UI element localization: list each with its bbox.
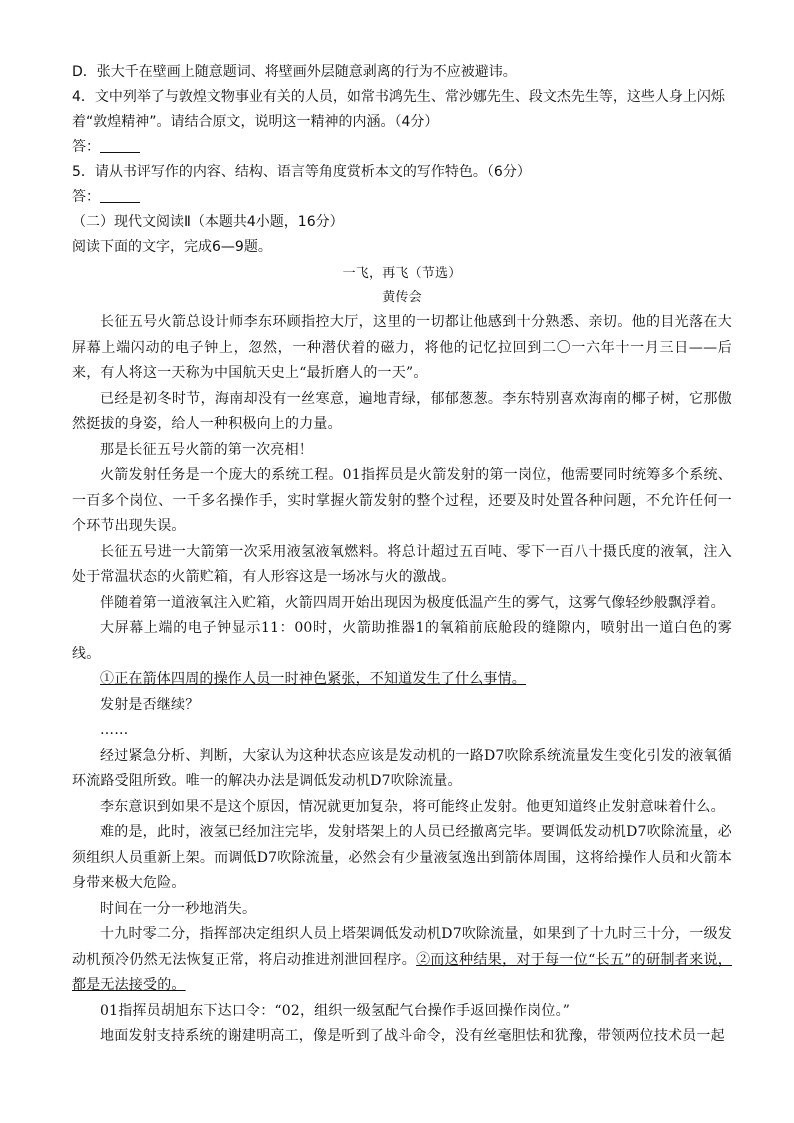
- answer-line-4: [72, 135, 732, 160]
- article-paragraph: 大屏幕上端的电子钟显示11：00时，火箭助推器1的氧箱前底舱段的缝隙内，喷射出一道白色的雾线。: [72, 620, 732, 662]
- section-instruction: 阅读下面的文字，完成6—9题。: [72, 239, 272, 255]
- article-paragraph: 伴随着第一道液氧注入贮箱，火箭四周开始出现因为极度低温产生的雾气，这雾气像轻纱般飘浮着。: [100, 594, 725, 611]
- answer-blank[interactable]: [100, 138, 140, 153]
- article-title: 一飞，再飞（节选）: [342, 266, 462, 281]
- answer-label: 答：: [72, 189, 100, 205]
- article-paragraph: 发射是否继续？: [100, 696, 200, 713]
- article-paragraph: 长征五号进一大箭第一次采用液氢液氧燃料。将总计超过五百吨、零下一百八十摄氏度的液氧，注入处于常温状态的火箭贮箱，有人形容这是一场冰与火的激战。: [72, 543, 732, 585]
- article-paragraph: 经过紧急分析、判断，大家认为这种状态应该是发动机的一路D7吹除系统流量发生变化引发的液氧循环流路受阻所致。唯一的解决办法是调低发动机D7吹除流量。: [72, 747, 732, 789]
- article-paragraph: 火箭发射任务是一个庞大的系统工程。01指挥员是火箭发射的第一岗位，他需要同时统筹多个系统、一百多个岗位、一千多名操作手，实时掌握火箭发射的整个过程，还要及时处置各种问题，不允许任何一个环节出现失误。: [72, 467, 732, 534]
- article-paragraph: 那是长征五号火箭的第一次亮相！: [100, 441, 313, 458]
- article-paragraph: 时间在一分一秒地消失。: [100, 900, 257, 917]
- answer-line-5: [72, 185, 732, 210]
- question-4-line-1: 4．文中列举了与敦煌文物事业有关的人员，如常书鸿先生、常沙娜先生、段文杰先生等，这些人身上闪烁: [72, 89, 725, 105]
- section-heading: （二）现代文阅读Ⅱ（本题共4小题，16分）: [72, 214, 344, 230]
- answer-blank[interactable]: [100, 188, 140, 203]
- answer-label: 答：: [72, 139, 100, 155]
- article-paragraph: 长征五号火箭总设计师李东环顾指控大厅，这里的一切都让他感到十分熟悉、亲切。他的目光落在大屏幕上端闪动的电子钟上，忽然，一种潜伏着的磁力，将他的记忆拉回到二〇一六年十一月三日——后来，有人将这一天称为中国航天史上“最折磨人的一天”。: [72, 314, 732, 381]
- article-author: 黄传会: [382, 290, 422, 305]
- question-4-line-2: 着“敦煌精神”。请结合原文，说明这一精神的内涵。（4分）: [72, 114, 439, 130]
- article-paragraph: 01指挥员胡旭东下达口令：“02，组织一级氢配气台操作手返回操作岗位。”: [100, 1002, 571, 1019]
- underlined-sentence-1: ①正在箭体四周的操作人员一时神色紧张，不知道发生了什么事情。: [100, 671, 526, 687]
- article: [72, 262, 732, 1050]
- question-5: 5．请从书评写作的内容、结构、语言等角度赏析本文的写作特色。（6分）: [72, 164, 531, 180]
- article-paragraph: 地面发射支持系统的谢建明高工，像是听到了战斗命令，没有丝毫胆怯和犹豫，带领两位技术员一起: [100, 1028, 725, 1044]
- paragraph-text: 十九时零二分，指挥部决定组织人员上塔架调低发动机D7吹除流量，如果到了十九时三十分，一级发动机预冷仍然无法恢复正常，将启动推进剂泄回程序。: [72, 926, 732, 968]
- article-paragraph: 已经是初冬时节，海南却没有一丝寒意，遍地青绿，郁郁葱葱。李东特别喜欢海南的椰子树，它那傲然挺拔的身姿，给人一种积极向上的力量。: [72, 390, 732, 432]
- article-paragraph: 难的是，此时，液氢已经加注完毕，发射塔架上的人员已经撤离完毕。要调低发动机D7吹除流量，必须组织人员重新上架。而调低D7吹除流量，必然会有少量液氢逸出到箭体周围，这将给操作人员和火箭本身带来极大危险。: [72, 824, 732, 891]
- question-3-option-d: D．张大千在壁画上随意题词、将壁画外层随意剥离的行为不应被避讳。: [72, 64, 517, 80]
- document-page: [72, 60, 732, 1050]
- underlined-sentence-2: ②而这种结果，对于每一位“长五”的研制者来说，都是无法接受的。: [72, 951, 732, 993]
- ellipsis: ……: [100, 722, 129, 738]
- article-paragraph: [72, 922, 732, 999]
- article-paragraph: 李东意识到如果不是这个原因，情况就更加复杂，将可能终止发射。他更知道终止发射意味着什么。: [100, 798, 725, 815]
